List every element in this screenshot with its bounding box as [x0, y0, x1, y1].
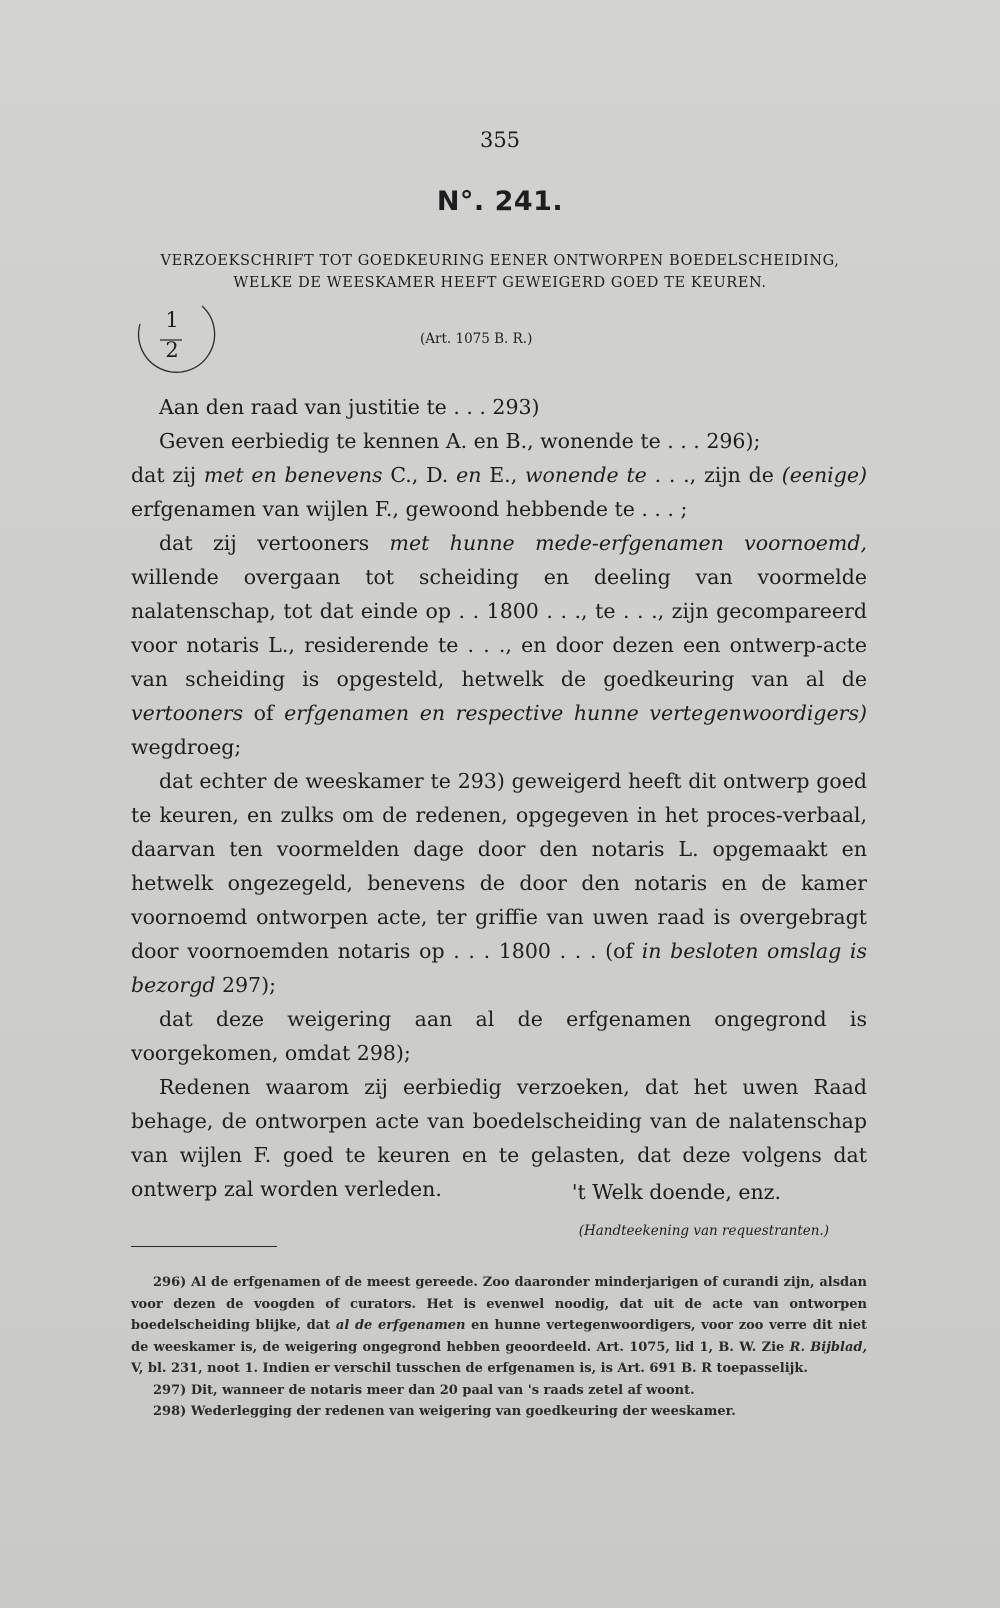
text-run: 296) Al de erfgenamen of de meest gereede. Zoo daaronder minderjarigen of curandi zijn, alsdan voor dezen de voogden of curators. Het is evenwel noodig, dat uit de acte van ontworpen boedelscheiding blijke, dat	[131, 1275, 867, 1333]
text-run: 297);	[215, 973, 277, 997]
text-run: E.,	[481, 463, 525, 487]
footnote-297: 297) Dit, wanneer de notaris meer dan 20 paal van 's raads zetel af woont.	[153, 1382, 695, 1398]
footnote-296	[131, 1272, 867, 1380]
italic-run: in besloten omslag is bezorgd	[131, 939, 868, 997]
italic-run: vertooners	[131, 701, 244, 725]
text-run: erfgenamen van wijlen F., gewoond hebbende te . . . ;	[131, 497, 688, 521]
fraction-numerator: 1	[165, 308, 179, 332]
italic-run: R. Bijblad,	[789, 1339, 867, 1355]
text-run: en hunne vertegenwoordigers, voor zoo verre dit niet de weeskamer is, de weigering ongegrond hebben geoordeeld. Art. 1075, lid 1, B. W. Zie	[131, 1318, 867, 1355]
italic-run: wonende te	[524, 463, 647, 487]
paragraph-unfounded: dat deze weigering aan al de erfgenamen ongegrond is voorgekomen, omdat 298);	[131, 1007, 867, 1065]
footnote-298: 298) Wederlegging der redenen van weigering van goedkeuring der weeskamer.	[153, 1404, 736, 1419]
paragraph-refusal	[131, 764, 867, 1002]
text-run: willende overgaan tot scheiding en deeling van voormelde nalatenschap, tot dat einde op . . 1800 . . ., te . . ., zijn gecompareerd voor notaris L., residerende te . . ., en door dezen een ontwerp-acte van scheiding is opgesteld, hetwelk de goedkeuring van al de	[131, 565, 867, 691]
text-run: Geven eerbiedig te kennen A. en B., wonende te . . . 296);	[159, 429, 761, 453]
fraction-stamp	[130, 296, 218, 384]
italic-run: en	[456, 463, 482, 487]
italic-run: met en benevens	[203, 463, 383, 487]
title-line-1: VERZOEKSCHRIFT TOT GOEDKEURING EENER ONTWORPEN BOEDELSCHEIDING,	[160, 253, 840, 269]
text-run: dat echter de weeskamer te 293) geweigerd heeft dit ontwerp goed te keuren, en zulks om de redenen, opgegeven in het proces-verbaal, daarvan ten voormelden dage door den notaris L. opgemaakt en hetwelk ongezegeld, benevens de door den notaris en de kamer voornoemd ontworpen acte, ter griffie van uwen raad is overgebragt door voornoemden notaris op . . . 1800 . . . (of	[131, 769, 867, 963]
document-number: N°. 241.	[436, 186, 564, 217]
title-line-2: WELKE DE WEESKAMER HEEFT GEWEIGERD GOED TE KEUREN.	[233, 275, 767, 291]
text-run: of	[243, 701, 285, 725]
text-run: . . ., zijn de	[646, 463, 782, 487]
text-run: wegdroeg;	[131, 735, 242, 759]
paragraph-addressee: Aan den raad van justitie te . . . 293)	[159, 395, 540, 419]
closing-formula: 't Welk doende, enz.	[571, 1180, 781, 1204]
text-run: C., D.	[382, 463, 457, 487]
paragraph-petitioners	[131, 424, 867, 526]
italic-run: (eenige)	[781, 463, 867, 487]
italic-run: met hunne mede-erfgenamen voornoemd,	[389, 531, 867, 555]
page-number: 355	[479, 128, 521, 152]
footnotes	[131, 1272, 867, 1423]
paragraph-request: Redenen waarom zij eerbiedig verzoeken, dat het uwen Raad behage, de ontworpen acte van boedelscheiding van de nalatenschap van wijlen F. goed te keuren en te gelasten, dat deze volgens dat ontwerp zal worden verleden.	[131, 1075, 867, 1201]
fraction-denominator: 2	[165, 338, 179, 362]
signature-note: (Handteekening van requestranten.)	[578, 1223, 829, 1239]
text-run: dat zij vertooners	[159, 531, 390, 555]
italic-run: erfgenamen en respective hunne vertegenwoordigers)	[284, 701, 867, 725]
document-title	[120, 250, 880, 294]
italic-run: al de erfgenamen	[335, 1318, 466, 1333]
footnote-divider	[131, 1246, 277, 1247]
petition-body	[131, 390, 867, 1206]
article-reference: (Art. 1075 B. R.)	[420, 331, 533, 347]
text-run: dat zij	[131, 463, 204, 487]
text-run: V, bl. 231, noot 1. Indien er verschil tusschen de erfgenamen is, is Art. 691 B. R toepasselijk.	[131, 1361, 808, 1376]
paragraph-draft-deed	[131, 526, 867, 764]
